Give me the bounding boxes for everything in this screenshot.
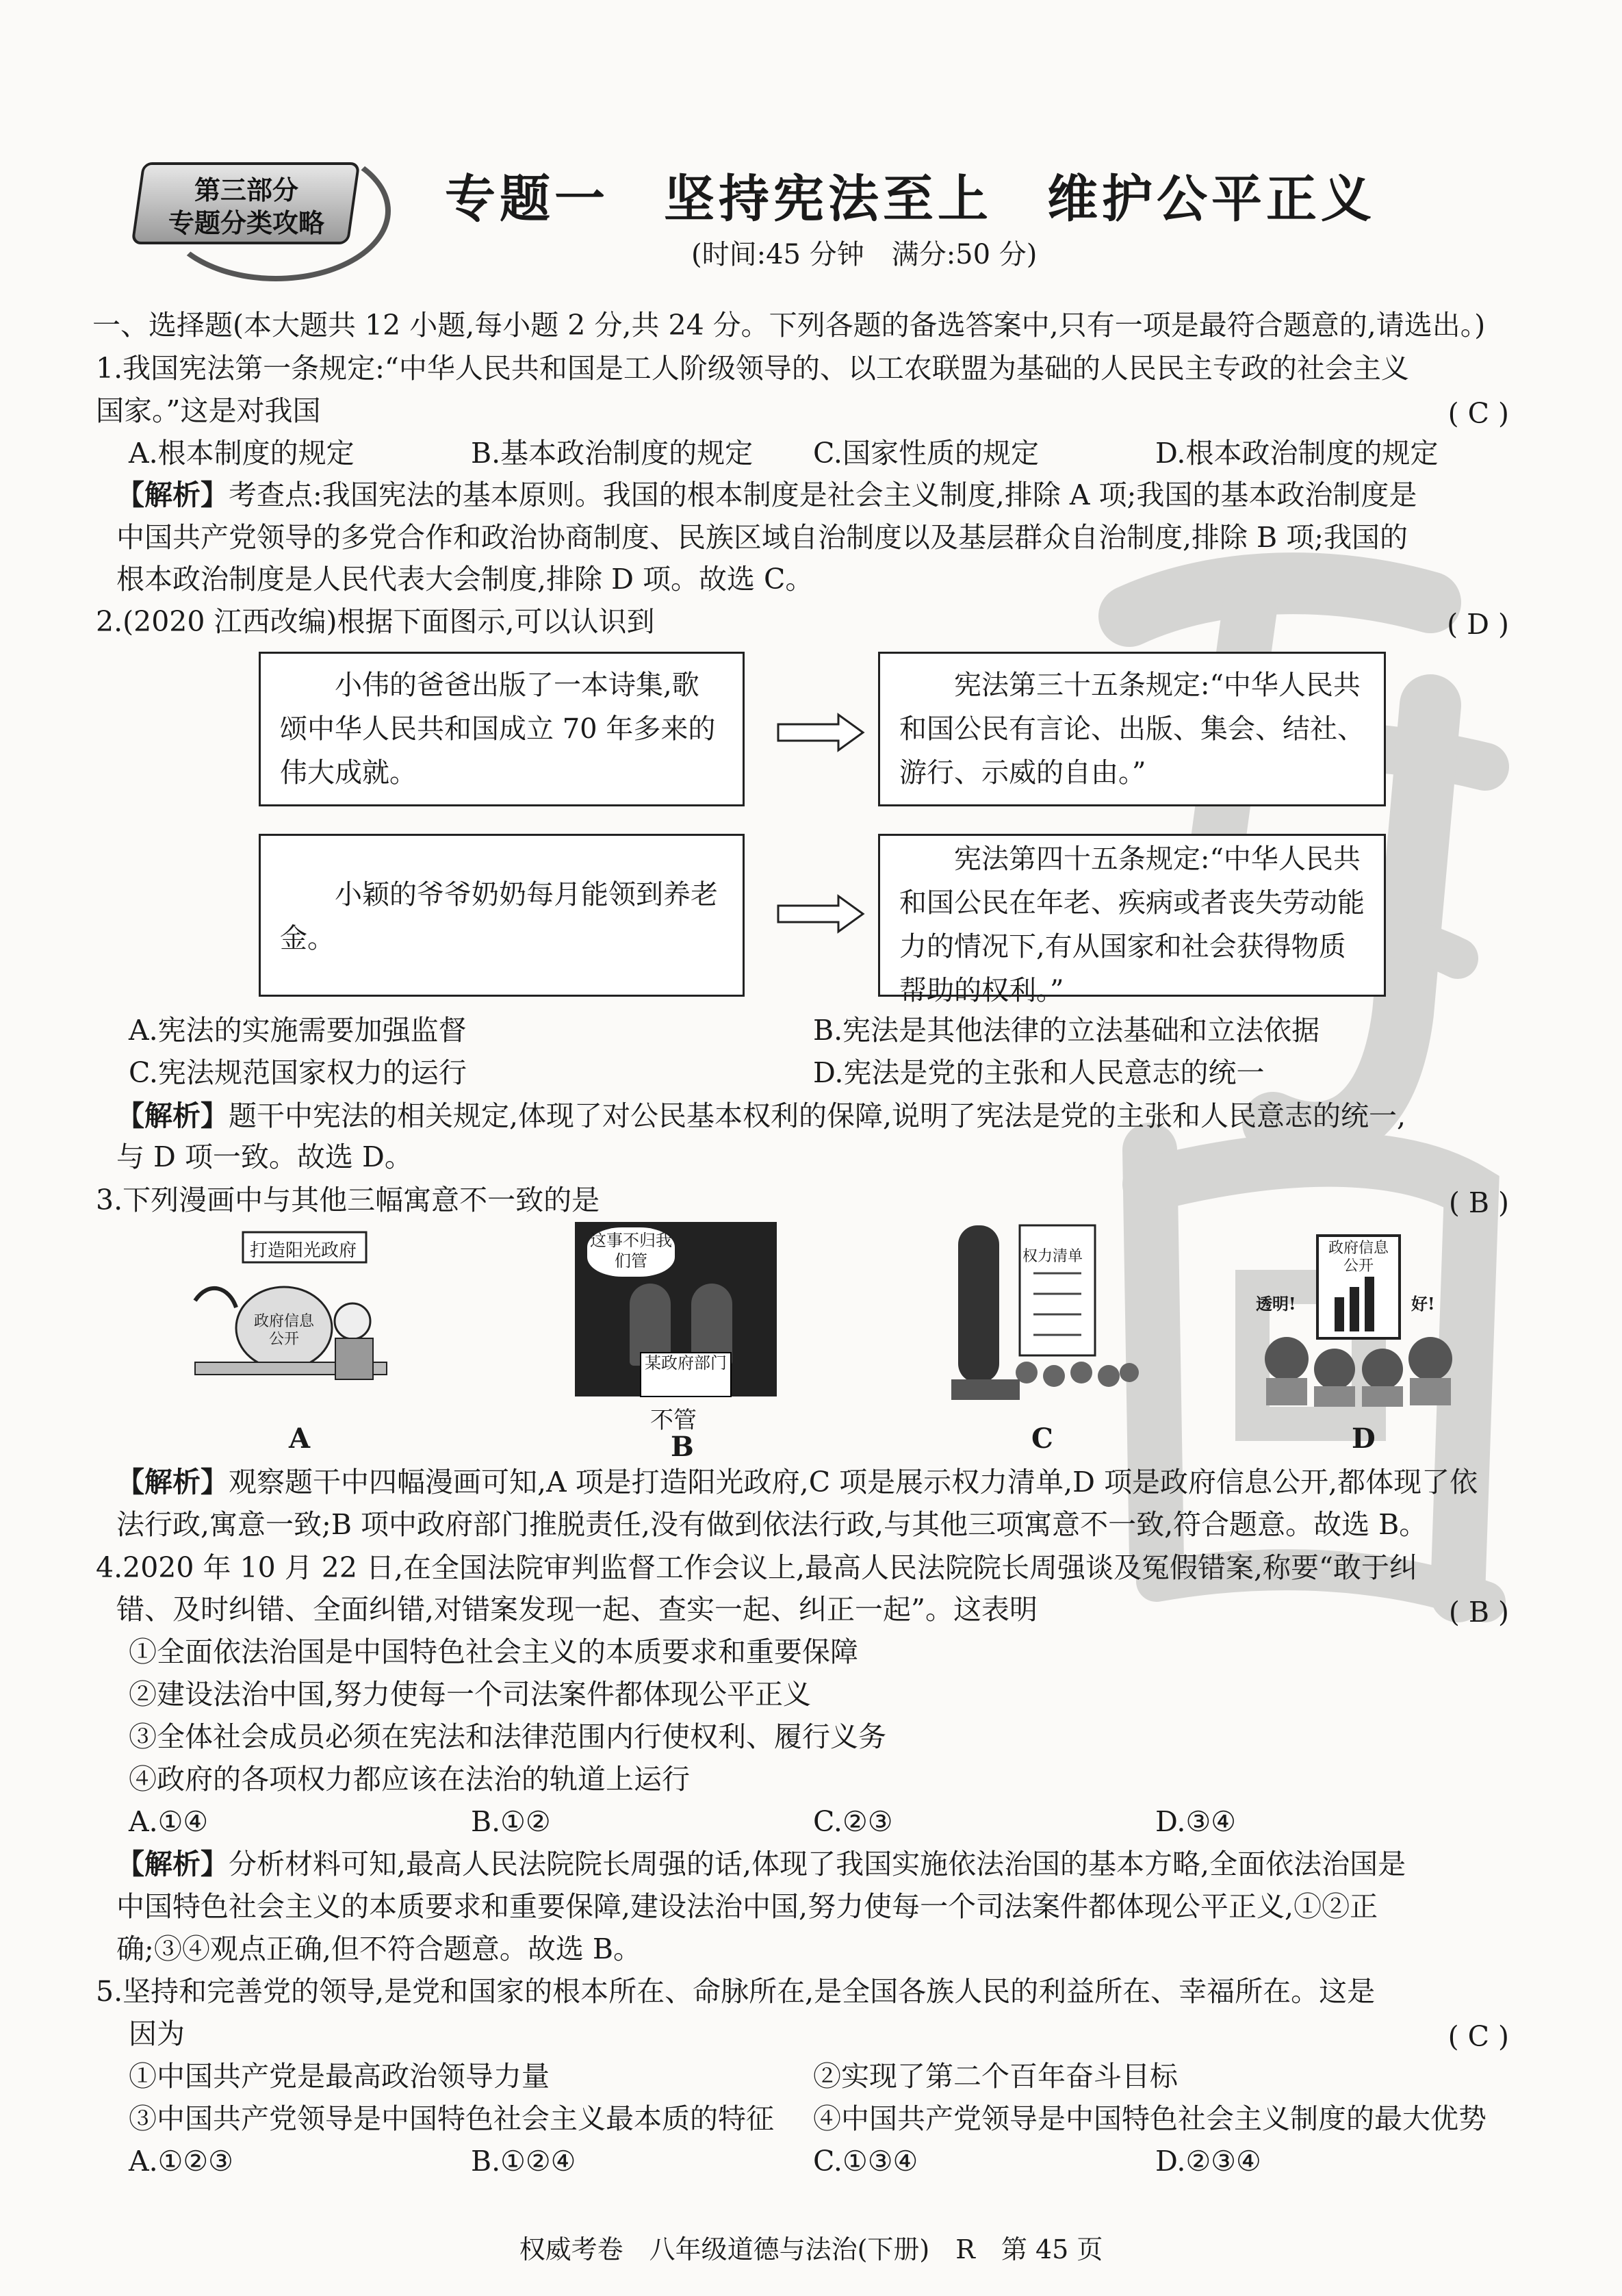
q5-stem-line2: 因为 — [129, 2017, 185, 2050]
cartoon-d-right-speech: 好! — [1411, 1294, 1435, 1314]
badge-line2: 专题分类攻略 — [168, 208, 324, 238]
q5-statement-3: ③中国共产党领导是中国特色社会主义最本质的特征 — [129, 2102, 774, 2135]
q2-option-d: D.宪法是党的主张和人民意志的统一 — [813, 1056, 1265, 1089]
q3-analysis-line2: 法行政,寓意一致;B 项中政府部门推脱责任,没有做到依法行政,与其他三项寓意不一致,符合题意。故选 B。 — [116, 1508, 1428, 1541]
q4-analysis-line1 — [116, 1850, 1406, 1878]
q4-analysis-text1: 分析材料可知,最高人民法院院长周强的话,体现了我国实施依法治国的基本方略,全面依法治国是 — [229, 1848, 1406, 1880]
q3-answer: ( B ) — [1448, 1186, 1509, 1219]
q2-analysis-line2: 与 D 项一致。故选 D。 — [116, 1140, 413, 1173]
q4-statement-4: ④政府的各项权力都应该在法治的轨道上运行 — [129, 1763, 690, 1796]
cartoon-c — [944, 1219, 1140, 1407]
q2-analysis-label: 【解析】 — [116, 1099, 229, 1132]
q4-option-d: D.③④ — [1155, 1805, 1236, 1838]
q5-option-a: A.①②③ — [129, 2145, 233, 2178]
cartoon-a-screen: 政府信息公开 — [253, 1313, 314, 1348]
q5-option-b: B.①②④ — [471, 2145, 576, 2178]
q1-answer: ( C ) — [1447, 397, 1509, 430]
section-badge — [123, 147, 370, 257]
q1-analysis-line1 — [116, 481, 1417, 509]
q5-statement-1: ①中国共产党是最高政治领导力量 — [129, 2060, 550, 2093]
q1-option-c: C.国家性质的规定 — [813, 437, 1039, 470]
q5-option-d: D.②③④ — [1155, 2145, 1261, 2178]
cartoon-c-list-title: 权力清单 — [1022, 1248, 1083, 1265]
q2-box-case1: 小伟的爸爸出版了一本诗集,歌颂中华人民共和国成立 70 年多来的伟大成就。 — [259, 652, 745, 806]
q5-answer: ( C ) — [1447, 2020, 1509, 2053]
q2-option-a: A.宪法的实施需要加强监督 — [129, 1014, 467, 1047]
q4-stem-line1: 4.2020 年 10 月 22 日,在全国法院审判监督工作会议上,最高人民法院院长周强谈及冤假错案,称要“敢于纠 — [96, 1551, 1418, 1584]
cartoon-b-bubble: 这事不归我们管 — [587, 1227, 675, 1277]
q2-option-b: B.宪法是其他法律的立法基础和立法依据 — [813, 1014, 1320, 1047]
cartoon-b-label: B — [671, 1431, 694, 1463]
q2-box-case2: 小颖的爷爷奶奶每月能领到养老金。 — [259, 834, 745, 997]
cartoon-d-left-speech: 透明! — [1256, 1294, 1296, 1314]
q2-option-c: C.宪法规范国家权力的运行 — [129, 1056, 467, 1089]
cartoon-b-caption: 不管 — [650, 1407, 697, 1434]
q4-option-c: C.②③ — [813, 1805, 893, 1838]
q4-analysis-label: 【解析】 — [116, 1848, 229, 1880]
page-title: 专题一 坚持宪法至上 维护公平正义 — [445, 170, 1376, 229]
cartoon-a-label: A — [289, 1423, 311, 1455]
cartoon-d-board: 政府信息公开 — [1328, 1240, 1389, 1275]
page-footer: 权威考卷 八年级道德与法治(下册) R 第 45 页 — [519, 2234, 1103, 2265]
cartoon-c-label: C — [1031, 1423, 1053, 1455]
q2-box-law35: 宪法第三十五条规定:“中华人民共和国公民有言论、出版、集会、结社、游行、示威的自由。” — [878, 652, 1386, 806]
q3-analysis-label: 【解析】 — [116, 1466, 229, 1498]
q1-analysis-line2: 中国共产党领导的多党合作和政治协商制度、民族区域自治制度以及基层群众自治制度,排除 B 项;我国的 — [116, 521, 1408, 554]
q5-option-c: C.①③④ — [813, 2145, 918, 2178]
cartoon-d-label: D — [1352, 1423, 1376, 1455]
q4-statement-1: ①全面依法治国是中国特色社会主义的本质要求和重要保障 — [129, 1635, 858, 1668]
q3-analysis-text1: 观察题干中四幅漫画可知,A 项是打造阳光政府,C 项是展示权力清单,D 项是政府信息公开,都体现了依 — [229, 1466, 1478, 1498]
q4-option-a: A.①④ — [129, 1805, 209, 1838]
q1-option-d: D.根本政治制度的规定 — [1155, 437, 1439, 470]
q4-option-b: B.①② — [471, 1805, 551, 1838]
q4-stem-line2: 错、及时纠错、全面纠错,对错案发现一起、查实一起、纠正一起”。这表明 — [116, 1593, 1038, 1626]
q2-analysis-line1 — [116, 1099, 1406, 1132]
q2-arrow-1 — [777, 712, 866, 753]
q2-arrow-2 — [777, 893, 866, 934]
q2-analysis-text1: 题干中宪法的相关规定,体现了对公民基本权利的保障,说明了宪法是党的主张和人民意志的统一, — [229, 1099, 1406, 1132]
q4-analysis-line2: 中国特色社会主义的本质要求和重要保障,建设法治中国,努力使每一个司法案件都体现公平正义,①②正 — [116, 1890, 1378, 1923]
q1-analysis-text1: 考查点:我国宪法的基本原则。我国的根本制度是社会主义制度,排除 A 项;我国的基本政治制度是 — [229, 479, 1417, 511]
q2-stem: 2.(2020 江西改编)根据下面图示,可以认识到 — [96, 605, 655, 638]
cartoon-a-banner: 打造阳光政府 — [250, 1240, 357, 1261]
q2-answer: ( D ) — [1447, 608, 1509, 641]
cartoon-b — [575, 1222, 777, 1396]
q3-stem: 3.下列漫画中与其他三幅寓意不一致的是 — [96, 1184, 600, 1216]
q1-option-b: B.基本政治制度的规定 — [471, 437, 754, 470]
q5-stem-line1: 5.坚持和完善党的领导,是党和国家的根本所在、命脉所在,是全国各族人民的利益所在、幸福所在。这是 — [96, 1975, 1376, 2008]
q4-analysis-line3: 确;③④观点正确,但不符合题意。故选 B。 — [116, 1933, 642, 1965]
cartoon-d — [1256, 1229, 1458, 1407]
q4-statement-2: ②建设法治中国,努力使每一个司法案件都体现公平正义 — [129, 1678, 812, 1711]
q2-box-law45: 宪法第四十五条规定:“中华人民共和国公民在年老、疾病或者丧失劳动能力的情况下,有从国家和社会获得物质帮助的权利。” — [878, 834, 1386, 997]
badge-line1: 第三部分 — [194, 175, 298, 205]
q3-analysis-line1 — [116, 1468, 1478, 1496]
q1-option-a: A.根本制度的规定 — [129, 437, 355, 470]
q1-stem-line1: 1.我国宪法第一条规定:“中华人民共和国是工人阶级领导的、以工农联盟为基础的人民民主专政的社会主义 — [96, 352, 1409, 385]
section-intro: 一、选择题(本大题共 12 小题,每小题 2 分,共 24 分。下列各题的备选答案中,只有一项是最符合题意的,请选出。) — [92, 309, 1486, 342]
q4-statement-3: ③全体社会成员必须在宪法和法律范围内行使权利、履行义务 — [129, 1720, 886, 1753]
q4-answer: ( B ) — [1448, 1596, 1509, 1629]
page-subtitle: (时间:45 分钟 满分:50 分) — [691, 239, 1038, 270]
q1-analysis-line3: 根本政治制度是人民代表大会制度,排除 D 项。故选 C。 — [116, 563, 814, 596]
cartoon-b-sign: 某政府部门 — [640, 1352, 732, 1397]
q5-statement-4: ④中国共产党领导是中国特色社会主义制度的最大优势 — [813, 2102, 1486, 2135]
cartoon-a — [181, 1225, 407, 1403]
q1-stem-line2: 国家。”这是对我国 — [96, 394, 321, 427]
q5-statement-2: ②实现了第二个百年奋斗目标 — [813, 2060, 1178, 2093]
q1-analysis-label: 【解析】 — [116, 479, 229, 511]
